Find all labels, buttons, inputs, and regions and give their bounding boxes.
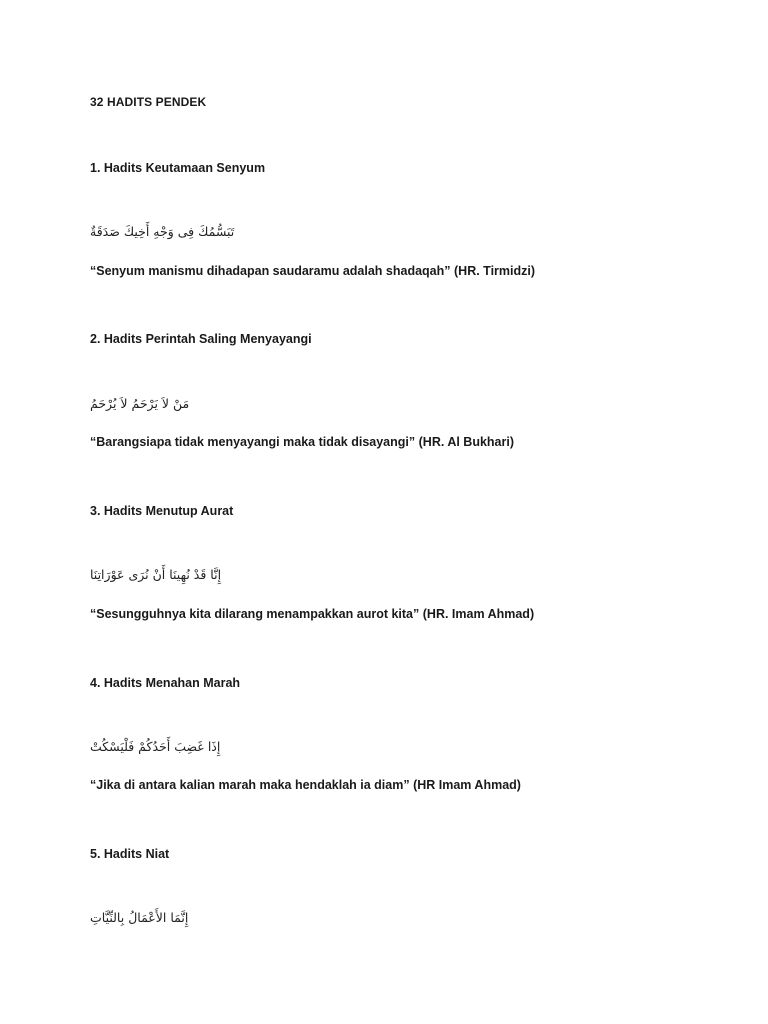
section-heading-5: 5. Hadits Niat <box>90 847 170 861</box>
translation-3 <box>90 606 534 622</box>
translation-2 <box>90 434 514 450</box>
section-heading-1: 1. Hadits Keutamaan Senyum <box>90 161 266 175</box>
hadith-source: (HR. Al Bukhari) <box>418 435 514 449</box>
arabic-text-3 <box>90 566 221 584</box>
translation-text: “Sesungguhnya kita dilarang menampakkan aurot kita” <box>90 607 420 621</box>
arabic-verse: تَبَسُّمُكَ فِى وَجْهِ أَخِيكَ صَدَقَةٌ <box>90 224 235 239</box>
arabic-verse: إِذَا غَضِبَ أَحَدُكُمْ فَلْيَسْكُتْ <box>90 739 221 754</box>
translation-text: “Jika di antara kalian marah maka hendaklah ia diam” <box>90 778 410 792</box>
document-title: 32 HADITS PENDEK <box>90 95 207 109</box>
hadith-source: (HR Imam Ahmad) <box>413 778 521 792</box>
arabic-text-1 <box>90 223 234 241</box>
hadith-source: (HR. Imam Ahmad) <box>422 607 535 621</box>
section-heading-2: 2. Hadits Perintah Saling Menyayangi <box>90 332 312 346</box>
translation-4 <box>90 777 521 793</box>
arabic-text-5 <box>90 909 188 927</box>
translation-text: “Senyum manismu dihadapan saudaramu adalah shadaqah” <box>90 264 451 278</box>
arabic-verse: مَنْ لاَ يَرْحَمُ لاَ يُرْحَمُ <box>90 396 190 411</box>
hadith-source: (HR. Tirmidzi) <box>454 264 536 278</box>
arabic-text-4 <box>90 738 220 756</box>
arabic-verse: إِنَّا قَدْ نُهِينَا أَنْ نُرَى عَوْرَاتِنَا <box>90 567 222 582</box>
arabic-verse: إِنَّمَا الأَعْمَالُ بِالنِّيَّاتِ <box>90 910 189 925</box>
translation-1 <box>90 263 535 279</box>
arabic-text-2 <box>90 395 189 413</box>
section-heading-4: 4. Hadits Menahan Marah <box>90 676 241 690</box>
section-heading-3: 3. Hadits Menutup Aurat <box>90 504 234 518</box>
translation-text: “Barangsiapa tidak menyayangi maka tidak disayangi” <box>90 435 416 449</box>
